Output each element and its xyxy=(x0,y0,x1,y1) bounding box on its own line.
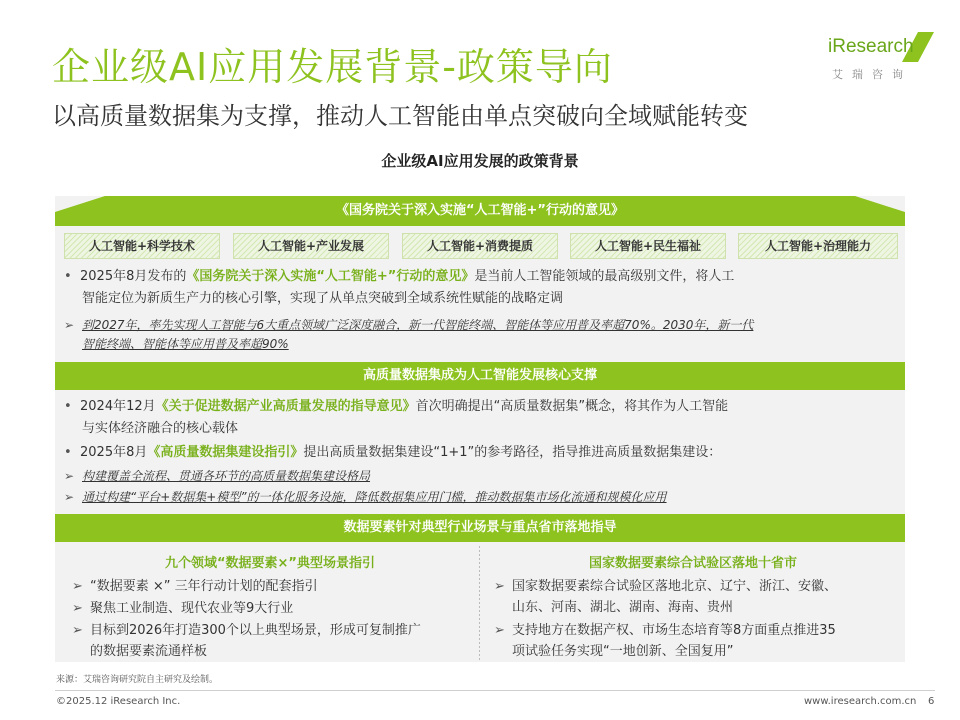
tag-consumption: 人工智能+消费提质 xyxy=(402,233,558,259)
block1-bullet-line2: 智能定位为新质生产力的核心引擎，实现了从单点突破到全域系统性赋能的战略定调 xyxy=(82,291,564,306)
block2-bullet1-line2: 与实体经济融合的核心载体 xyxy=(82,421,239,436)
right-column-title: 国家数据要素综合试验区落地十省市 xyxy=(588,556,797,571)
block2-title: 高质量数据集成为人工智能发展核心支撑 xyxy=(55,362,905,390)
tag-science: 人工智能+科学技术 xyxy=(64,233,220,259)
left-item-1 xyxy=(72,576,472,597)
block1-sub-line1: 到2027年，率先实现人工智能与6大重点领域广泛深度融合，新一代智能终端、智能体等应用普及率超70%。2030年，新一代 xyxy=(82,318,754,332)
section-heading: 企业级AI应用发展的政策背景 xyxy=(381,152,579,170)
block2-sub2 xyxy=(64,488,900,507)
bullet-dot: • xyxy=(64,445,72,460)
left-item-3-line2: 的数据要素流通样板 xyxy=(90,644,208,659)
arrow-icon: ➢ xyxy=(72,623,83,638)
left-item-2 xyxy=(72,598,472,619)
logo-subtext: 艾瑞咨询 xyxy=(832,68,912,81)
tag-industry: 人工智能+产业发展 xyxy=(233,233,389,259)
block1-title: 《国务院关于深入实施“人工智能+”行动的意见》 xyxy=(336,203,624,218)
bullet-dot: • xyxy=(64,269,72,284)
left-item-3 xyxy=(72,620,472,641)
block2-b1-highlight: 《关于促进数据产业高质量发展的指导意见》 xyxy=(155,399,416,414)
right-item-2 xyxy=(494,620,894,641)
arrow-icon: ➢ xyxy=(494,579,505,594)
block2-bullet1 xyxy=(64,396,900,417)
block1-bullet-prefix: 2025年8月发布的 xyxy=(80,269,187,284)
arrow-icon: ➢ xyxy=(64,318,75,332)
copyright: ©2025.12 iResearch Inc. xyxy=(56,696,181,707)
left-item-3-text: 目标到2026年打造300个以上典型场景，形成可复制推广 xyxy=(90,623,421,638)
page-number: 6 xyxy=(928,696,935,707)
block1-bullet xyxy=(64,266,900,287)
footer-divider xyxy=(55,690,935,691)
arrow-icon: ➢ xyxy=(64,469,75,483)
source-note: 来源：艾瑞咨询研究院自主研究及绘制。 xyxy=(56,675,219,685)
left-column-title: 九个领域“数据要素×”典型场景指引 xyxy=(165,556,375,571)
page-subtitle: 以高质量数据集为支撑，推动人工智能由单点突破向全域赋能转变 xyxy=(52,102,748,130)
block1-bullet-rest: 是当前人工智能领域的最高级别文件，将人工 xyxy=(474,269,735,284)
page-title: 企业级AI应用发展背景-政策导向 xyxy=(52,45,613,89)
block1-bullet-highlight: 《国务院关于深入实施“人工智能+”行动的意见》 xyxy=(186,269,475,284)
bullet-dot: • xyxy=(64,399,72,414)
block2-b2-highlight: 《高质量数据集建设指引》 xyxy=(147,445,304,460)
arrow-icon: ➢ xyxy=(72,601,83,616)
block2-b1-rest: 首次明确提出“高质量数据集”概念，将其作为人工智能 xyxy=(415,399,729,414)
right-item-1 xyxy=(494,576,894,597)
block2-b2-rest: 提出高质量数据集建设“1+1”的参考路径，指导推进高质量数据集建设： xyxy=(303,445,722,460)
block2-b1-prefix: 2024年12月 xyxy=(80,399,156,414)
block1-sub-line2: 智能终端、智能体等应用普及率超90% xyxy=(82,337,289,351)
right-item-1-text: 国家数据要素综合试验区落地北京、辽宁、浙江、安徽、 xyxy=(512,579,838,594)
tag-governance: 人工智能+治理能力 xyxy=(738,233,898,259)
left-item-1-text: “数据要素 ×” 三年行动计划的配套指引 xyxy=(90,579,318,594)
right-item-1-line2: 山东、河南、湖北、湖南、海南、贵州 xyxy=(512,600,734,615)
arrow-icon: ➢ xyxy=(494,623,505,638)
block2-sub2-text: 通过构建“平台+数据集+模型”的一体化服务设施，降低数据集应用门槛，推动数据集市场化流通和规模化应用 xyxy=(82,490,667,504)
right-item-2-text: 支持地方在数据产权、市场生态培育等8方面重点推进35 xyxy=(512,623,836,638)
arrow-icon: ➢ xyxy=(64,490,75,504)
block2-bullet2 xyxy=(64,442,900,463)
tag-livelihood: 人工智能+民生福祉 xyxy=(570,233,726,259)
website-link[interactable]: www.iresearch.com.cn xyxy=(804,696,917,707)
iresearch-logo xyxy=(822,32,934,82)
column-divider xyxy=(479,546,480,662)
block2-b2-prefix: 2025年8月 xyxy=(80,445,148,460)
left-item-2-text: 聚焦工业制造、现代农业等9大行业 xyxy=(90,601,294,616)
block2-sub1-text: 构建覆盖全流程、贯通各环节的高质量数据集建设格局 xyxy=(82,469,371,483)
block2-sub1 xyxy=(64,467,900,486)
logo-text: iResearch xyxy=(828,36,914,57)
arrow-icon: ➢ xyxy=(72,579,83,594)
right-item-2-line2: 项试验任务实现“一地创新、全国复用” xyxy=(512,644,734,659)
block1-sub-item xyxy=(64,316,900,335)
block3-title: 数据要素针对典型行业场景与重点省市落地指导 xyxy=(55,514,905,542)
